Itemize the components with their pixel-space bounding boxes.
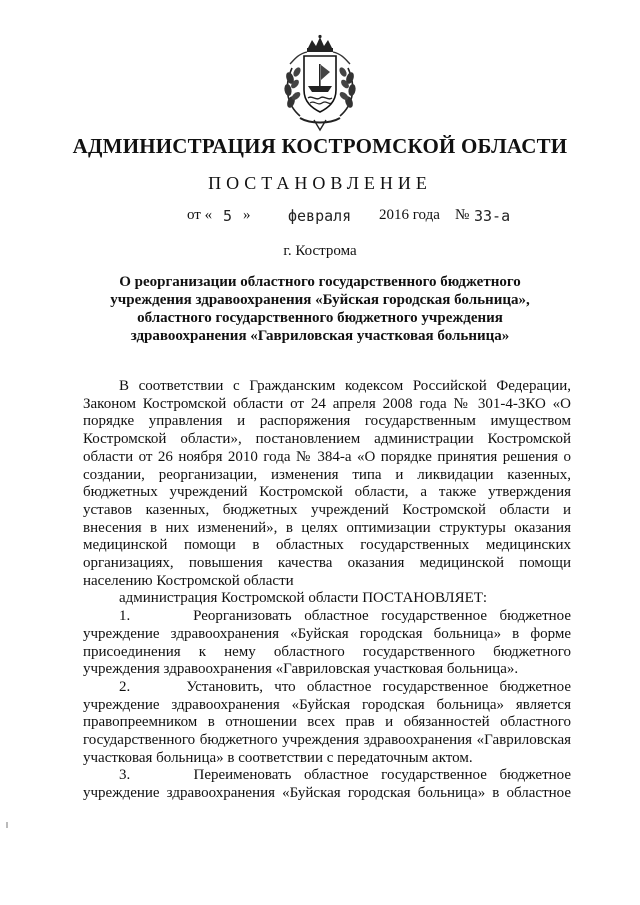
document-number-prefix: № — [455, 207, 470, 223]
date-day: 5 — [223, 207, 233, 225]
city-line: г. Кострома — [283, 243, 357, 259]
document-body — [83, 378, 571, 803]
document-subject — [80, 273, 560, 345]
point-paragraph — [83, 767, 571, 802]
point-text: Установить, что областное государственное бюджетное учреждение здравоохранения «Буйская городская больница» является правопреемником в отношении всех прав и обязанностей областного государственного бюджетного учреждения здравоохранения «Гавриловская участковая больница» в соответствии с передаточным актом. — [83, 678, 572, 766]
point-number: 2. — [119, 678, 131, 695]
date-prefix: от « — [187, 207, 213, 223]
subject-line: учреждения здравоохранения «Буйская городская больница», — [110, 292, 530, 308]
subject-line: О реорганизации областного государственного бюджетного — [119, 274, 521, 290]
point-paragraph — [83, 679, 571, 768]
preamble-paragraph: В соответствии с Гражданским кодексом Российской Федерации, Законом Костромской области от 24 апреля 2008 года № 301-4-ЗКО «О порядке управления и распоряжения государственным имуществом Костромской области», постановлением администрации Костромской области от 26 ноября 2010 года № 384-а «О порядке принятия решения о создании, реорганизации, изменения типа и ликвидации казенных, бюджетных учреждений Костромской области, а также утверждения уставов казенных, бюджетных учреждений Костромской области и внесения в них изменений», в целях оптимизации структуры оказания медицинской помощи в областных государственных медицинских организациях, повышения качества оказания медицинской помощи населению Костромской области — [83, 378, 571, 589]
point-number: 3. — [119, 767, 131, 784]
coat-of-arms-emblem — [270, 34, 370, 134]
date-day-close: » — [243, 207, 251, 223]
organization-title: АДМИНИСТРАЦИЯ КОСТРОМСКОЙ ОБЛАСТИ — [72, 134, 568, 158]
subject-line: областного государственного бюджетного учреждения — [137, 310, 503, 326]
resolves-paragraph: администрация Костромской области ПОСТАНОВЛЯЕТ: — [119, 590, 488, 607]
point-text: Реорганизовать областное государственное бюджетное учреждение здравоохранения «Буйская городская больница» в форме присоединения к нему областного государственного бюджетного учреждения здравоохранения «Гавриловская участковая больница». — [83, 608, 572, 678]
scan-margin-mark — [6, 822, 8, 828]
document-date-line — [187, 207, 607, 229]
document-type-title: ПОСТАНОВЛЕНИЕ — [208, 173, 432, 193]
point-paragraph — [83, 608, 571, 679]
date-year: 2016 года — [379, 207, 440, 223]
subject-line: здравоохранения «Гавриловская участковая больница» — [130, 328, 510, 344]
point-number: 1. — [119, 608, 131, 625]
document-number: 33-а — [474, 207, 511, 225]
date-month: февраля — [288, 207, 352, 225]
point-text: Переименовать областное государственное бюджетное учреждение здравоохранения «Буйская городская больница» в областное — [83, 767, 572, 802]
